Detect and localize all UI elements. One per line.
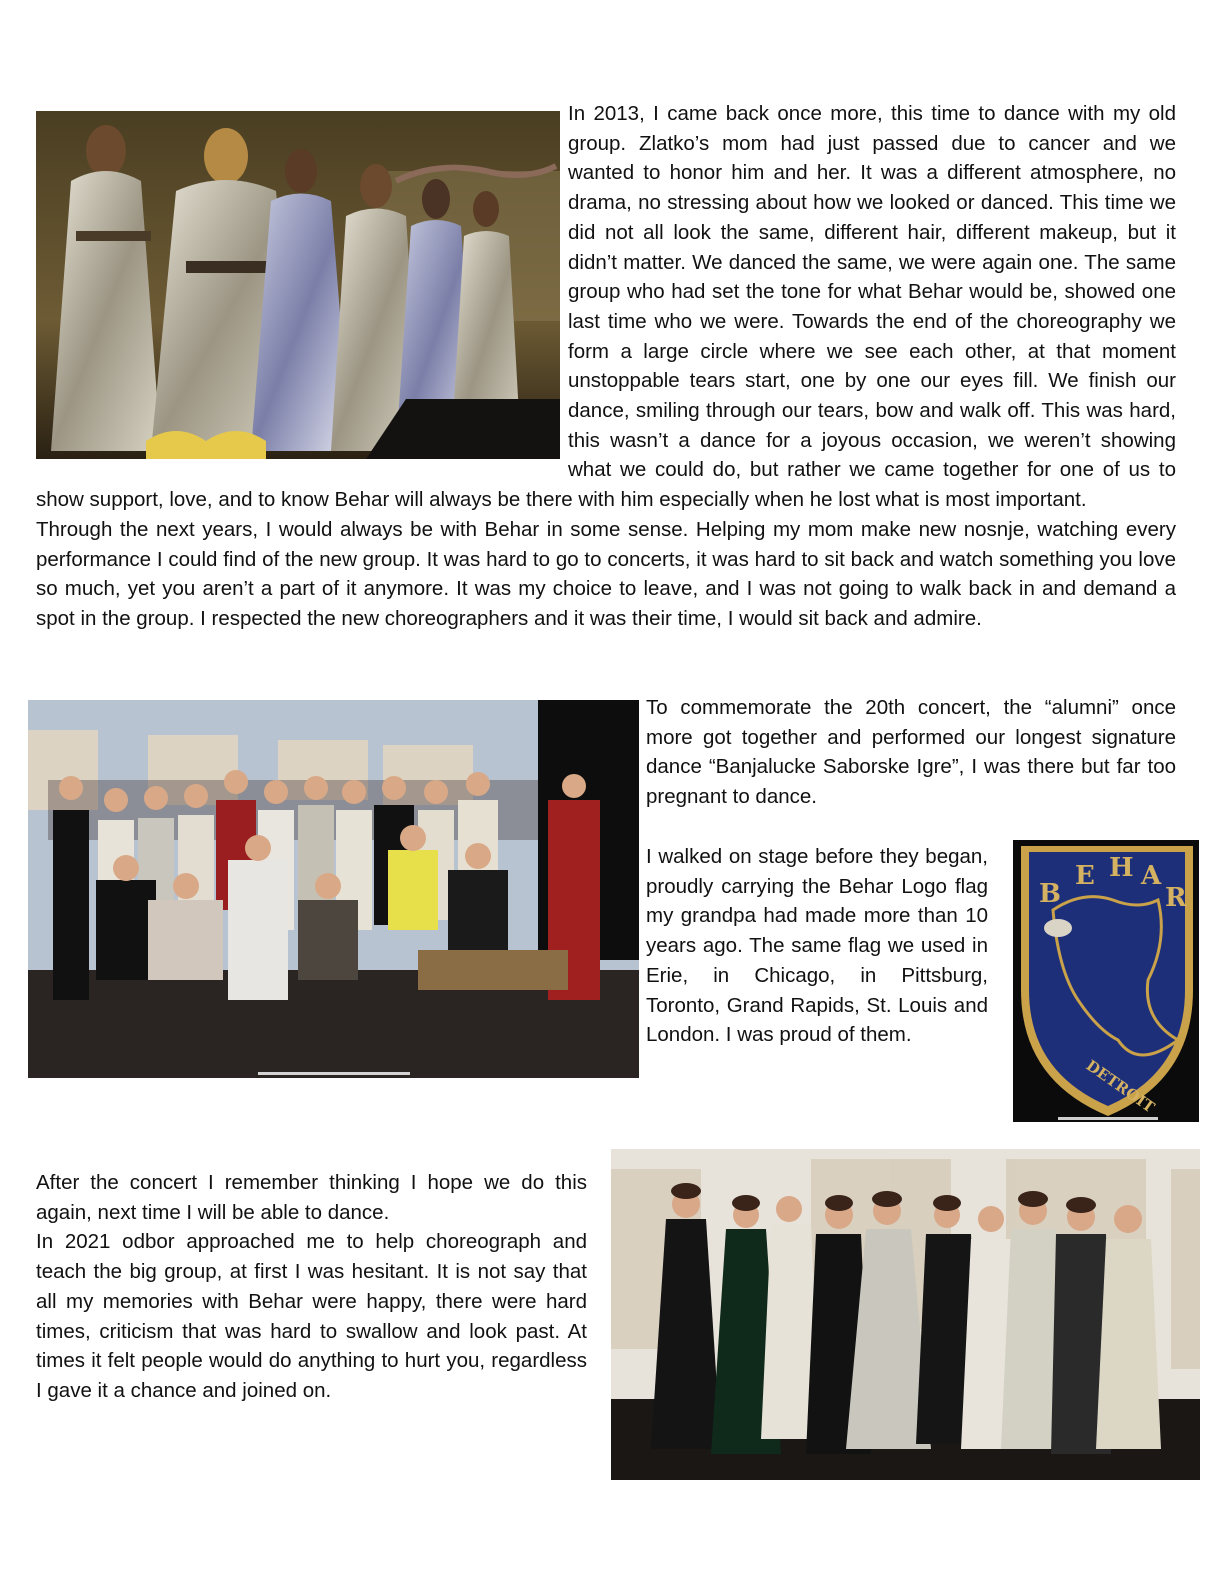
flag-letter-e: E bbox=[1075, 861, 1095, 891]
flag-bottom-text: DETROIT bbox=[1082, 1056, 1158, 1117]
paragraph-after-concert: After the concert I remember thinking I hope we do this again, next time I will be able to dance. bbox=[36, 1171, 587, 1224]
paragraph-2021-odbor: In 2021 odbor approached me to help choreograph and teach the big group, at first I was hesitant. It is not say that all my memories with Behar were happy, there were hard times, criticism that was hard to swallow and look past. At times it felt people would do anything to hurt you, regardless I gave it a chance and joined on. bbox=[36, 1230, 587, 1402]
section-2021 bbox=[36, 1168, 587, 1406]
paragraph-following-years: Through the next years, I would always be with Behar in some sense. Helping my mom make new nosnje, watching every performance I could find of the new group. It was hard to go to concerts, it was hard to sit back and watch something you love so much, yet you aren’t a part of it anymore. It was my choice to leave, and I was not going to walk back in and demand a spot in the group. I respected the new choreographers and it was their time, I would sit back and admire. bbox=[36, 517, 1176, 630]
paragraph-2013-return: In 2013, I came back once more, this time to dance with my old group. Zlatko’s mom had just passed due to cancer and we wanted to honor him and her. It was a different atmosphere, no drama, no stressing about how we looked or danced. This time we did not all look the same, different hair, different makeup, but it didn’t matter. We danced the same, we were again one. The same group who had set the tone for what Behar would be, showed one last time who we were. Towards the end of the choreography we form a large circle where we see each other, at that moment unstoppable tears start, one by one our eyes fill. We finish our dance, smiling through our tears, bow and walk off. This was hard, this wasn’t a dance for a joyous occasion, we weren’t showing what we could do, but rather we came together for one of us to show support, love, and to know Behar will always be there with him especially when he lost what is most important. bbox=[36, 102, 1176, 512]
section-20th-concert bbox=[646, 693, 1176, 812]
flag-letter-r: R bbox=[1165, 883, 1187, 913]
flag-letter-h: H bbox=[1109, 853, 1134, 883]
photo-behar-flag bbox=[1013, 840, 1199, 1122]
section-2013 bbox=[36, 99, 1176, 634]
flag-letter-b: B bbox=[1039, 879, 1061, 909]
flag-letter-a: A bbox=[1141, 861, 1162, 891]
section-flag bbox=[646, 842, 988, 1050]
paragraph-walked-on-stage: I walked on stage before they began, proudly carrying the Behar Logo flag my grandpa had made more than 10 years ago. The same flag we used in Erie, in Chicago, in Pittsburg, Toronto, Grand Rapids, St. Louis and London. I was proud of them. bbox=[646, 845, 988, 1047]
photo-2013-performance bbox=[36, 111, 560, 459]
women-costumes-image bbox=[611, 1149, 1200, 1480]
group-photo-image bbox=[28, 700, 639, 1078]
behar-flag-image bbox=[1013, 840, 1199, 1122]
paragraph-commemorate: To commemorate the 20th concert, the “alumni” once more got together and performed our longest signature dance “Banjalucke Saborske Igre”, I was there but far too pregnant to dance. bbox=[646, 696, 1176, 809]
photo-20th-concert-group bbox=[28, 700, 639, 1078]
dancers-stage-image bbox=[36, 111, 560, 459]
photo-women-costumes bbox=[611, 1149, 1200, 1480]
